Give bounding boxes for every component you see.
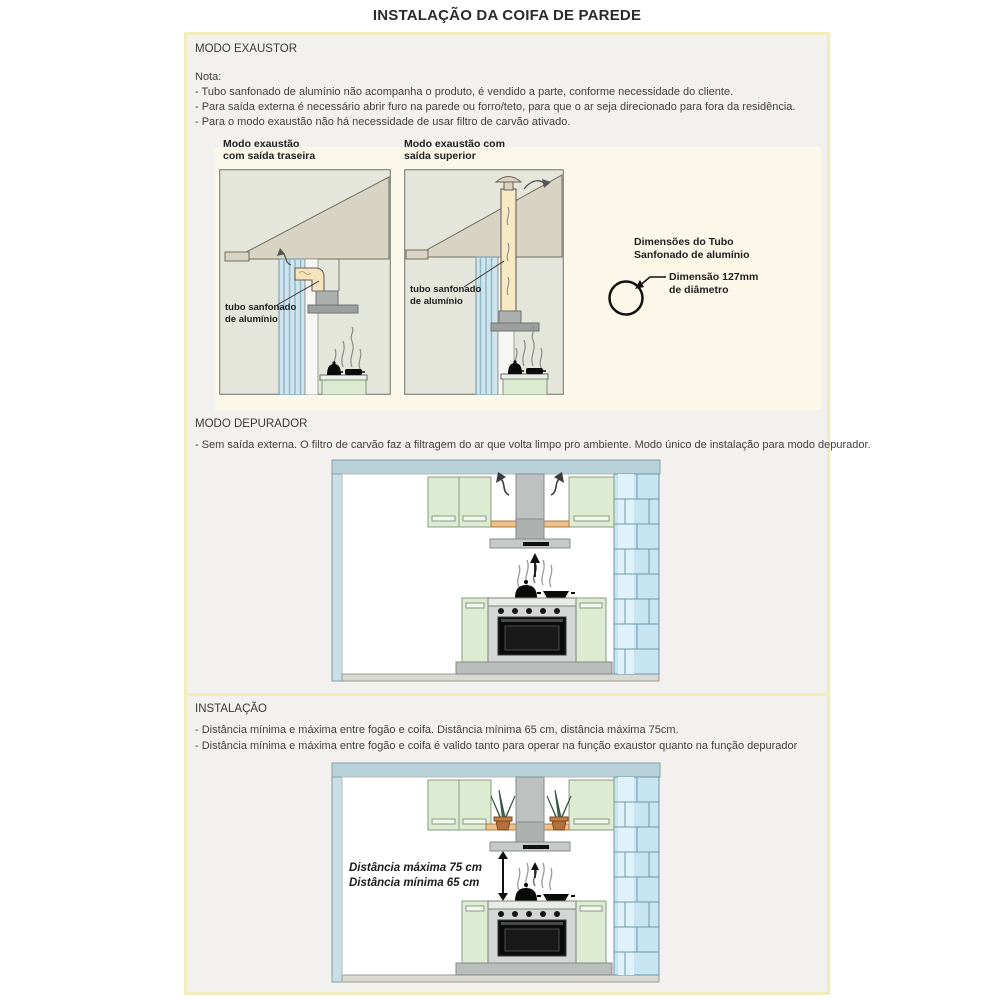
tube-label-line1: tubo sanfonado xyxy=(410,284,482,295)
hood-vent xyxy=(523,845,549,849)
tube-label-line1: tubo sanfonado xyxy=(225,302,297,313)
section-header-instalacao: INSTALAÇÃO xyxy=(195,703,267,715)
tube-label-line2: de alumínio xyxy=(225,314,278,325)
stove-plinth xyxy=(456,963,612,975)
ceiling xyxy=(332,763,660,777)
left-wall xyxy=(332,474,342,681)
page-title: INSTALAÇÃO DA COIFA DE PAREDE xyxy=(372,7,642,24)
dimension-leader-arrow xyxy=(635,277,666,289)
note-bullet: - Para saída externa é necessário abrir furo na parede ou forro/teto, para que o ar seja direcionado para fora da residência. xyxy=(195,101,796,113)
tube-dimensions-callout xyxy=(602,227,817,337)
diagram-back-label-line1: Modo exaustão xyxy=(223,138,300,150)
dimension-value-line2: de diâmetro xyxy=(669,284,729,296)
brick-wall xyxy=(614,777,659,975)
vertical-flexible-tube xyxy=(501,189,516,311)
kitchen-illustration-depurador xyxy=(331,459,661,689)
dimension-value-line1: Dimensão 127mm xyxy=(669,271,759,283)
floor xyxy=(342,975,659,982)
diagram-back-label-line2: com saída traseira xyxy=(223,150,316,162)
note-bullet: - Distância mínima e máxima entre fogão e coifa é valido tanto para operar na função exaustor quanto na função depurador xyxy=(195,740,798,752)
nota-label: Nota: xyxy=(195,71,222,83)
section-divider xyxy=(187,693,827,696)
brick-wall xyxy=(614,474,659,674)
distance-min-label: Distância mínima 65 cm xyxy=(349,877,480,889)
hood-vent xyxy=(523,542,549,546)
dimensions-title-line2: Sanfonado de alumínio xyxy=(634,249,750,261)
diagram-back-label xyxy=(223,138,315,162)
dimensions-title-line1: Dimensões do Tubo xyxy=(634,236,734,248)
section-header-depurador: MODO DEPURADOR xyxy=(195,418,308,430)
floor xyxy=(342,674,659,681)
section-header-exaustor: MODO EXAUSTOR xyxy=(195,43,298,55)
left-wall xyxy=(332,777,342,982)
note-bullet: - Para o modo exaustão não há necessidade de usar filtro de carvão ativado. xyxy=(195,116,571,128)
content-frame xyxy=(184,32,871,995)
ceiling xyxy=(332,460,660,474)
kitchen-illustration-distances xyxy=(331,762,661,990)
stove xyxy=(456,598,612,674)
diagram-rear-outlet xyxy=(219,169,391,395)
diagram-top-label-line1: Modo exaustão com xyxy=(404,138,505,150)
diagram-top-outlet xyxy=(404,169,564,395)
note-bullet: - Sem saída externa. O filtro de carvão faz a filtragem do ar que volta limpo pro ambiente. Modo único de instalação para modo depurador. xyxy=(195,439,871,451)
diagram-top-label xyxy=(404,138,505,162)
distance-max-label: Distância máxima 75 cm xyxy=(349,862,482,874)
note-bullet: - Distância mínima e máxima entre fogão e coifa. Distância mínima 65 cm, distância máxima 75cm. xyxy=(195,724,679,736)
tube-label-line2: de alumínio xyxy=(410,296,463,307)
stove xyxy=(456,901,612,975)
diagram-top-label-line2: saída superior xyxy=(404,150,476,162)
note-bullet: - Tubo sanfonado de alumínio não acompanha o produto, é vendido a parte, conforme necessidade do cliente. xyxy=(195,86,734,98)
stove-plinth xyxy=(456,662,612,674)
